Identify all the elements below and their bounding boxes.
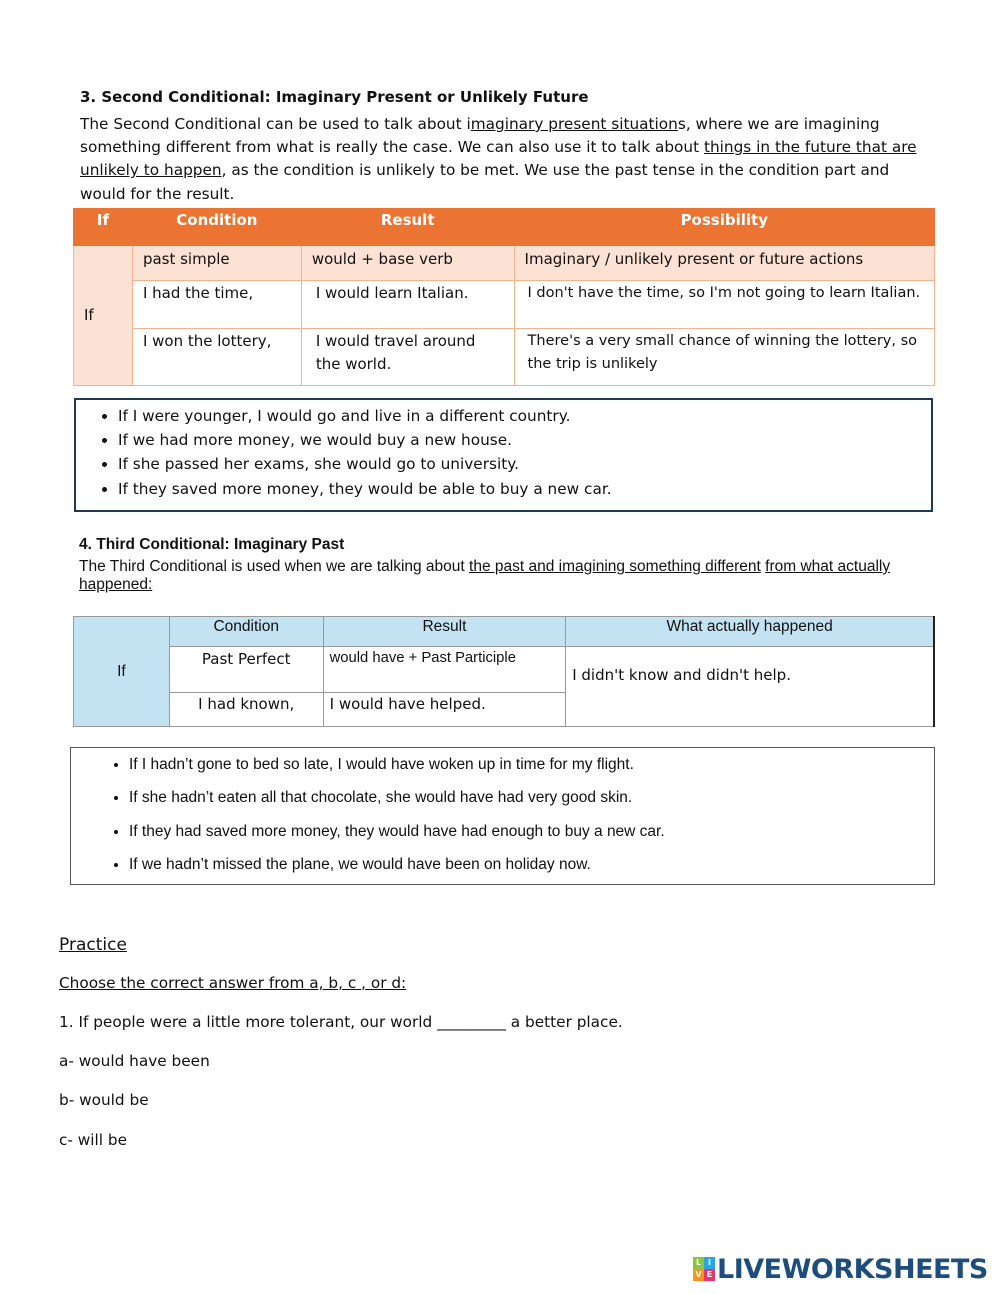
option-a[interactable]: a- would have been	[59, 1052, 210, 1070]
table-cell: I had known,	[169, 693, 323, 727]
table-header: Condition	[169, 617, 323, 647]
option-b[interactable]: b- would be	[59, 1091, 149, 1109]
para-text: , as the condition is unlikely to be met. We use the past tense in the condition part and would for the result.	[80, 161, 890, 203]
table-header: Condition	[132, 209, 301, 246]
if-cell: If	[74, 246, 133, 386]
table-cell: would + base verb	[301, 246, 514, 281]
option-c[interactable]: c- will be	[59, 1131, 128, 1149]
practice-title: Practice	[59, 935, 127, 955]
list-item: • If she passed her exams, she would go to university.	[118, 452, 931, 476]
list-item: • If they saved more money, they would be able to buy a new car.	[118, 477, 931, 501]
liveworksheets-logo	[693, 1254, 988, 1284]
table-cell: I would learn Italian.	[301, 281, 514, 329]
table-header: If	[74, 209, 133, 246]
para-underline: from what actually happened:	[79, 558, 891, 593]
para-text: The Third Conditional is used when we are talking about	[79, 558, 470, 575]
question-1: 1. If people were a little more tolerant, our world _________ a better place.	[59, 1013, 623, 1031]
if-cell: If	[74, 617, 170, 727]
logo-mark-icon: L I V E	[693, 1257, 715, 1281]
table-header: Possibility	[514, 209, 934, 246]
table-cell: I didn't know and didn't help.	[566, 647, 934, 727]
practice-instruction: Choose the correct answer from a, b, c , or d:	[59, 974, 407, 992]
section3-paragraph	[80, 113, 930, 206]
table-cell: Imaginary / unlikely present or future actions	[514, 246, 934, 281]
second-conditional-examples	[74, 398, 933, 512]
list-item: • If we hadn’t missed the plane, we would have been on holiday now.	[129, 848, 934, 881]
para-underline: things in the future that are unlikely to happen	[80, 138, 917, 180]
section3-heading: 3. Second Conditional: Imaginary Present or Unlikely Future	[80, 88, 589, 106]
list-item: • If she hadn’t eaten all that chocolate, she would have had very good skin.	[129, 781, 934, 814]
para-underline: the past and imagining something different	[469, 558, 761, 575]
list-item: • If I hadn’t gone to bed so late, I would have woken up in time for my flight.	[129, 748, 934, 781]
list-item: • If they had saved more money, they would have had enough to buy a new car.	[129, 815, 934, 848]
table-cell: There's a very small chance of winning the lottery, so the trip is unlikely	[514, 329, 934, 386]
para-text: The Second Conditional can be used to talk about i	[80, 115, 471, 133]
table-cell: I would travel around the world.	[301, 329, 514, 386]
list-item: • If I were younger, I would go and live in a different country.	[118, 404, 931, 428]
para-text: s, where we are imagining something different from what is really the case. We can also use it to talk about	[80, 115, 880, 157]
third-conditional-examples	[70, 747, 935, 885]
table-cell: past simple	[132, 246, 301, 281]
table-header: Result	[323, 617, 566, 647]
table-cell: I won the lottery,	[132, 329, 301, 386]
list-item: • If we had more money, we would buy a new house.	[118, 428, 931, 452]
logo-text: LIVEWORKSHEETS	[717, 1253, 988, 1285]
table-cell: would have + Past Participle	[323, 647, 566, 693]
table-cell: I don't have the time, so I'm not going to learn Italian.	[514, 281, 934, 329]
table-cell: I had the time,	[132, 281, 301, 329]
section4-paragraph	[79, 558, 929, 594]
table-header: Result	[301, 209, 514, 246]
table-header: What actually happened	[566, 617, 934, 647]
table-cell: I would have helped.	[323, 693, 566, 727]
third-conditional-table	[73, 616, 935, 727]
para-underline: maginary present situation	[470, 115, 678, 133]
section4-heading: 4. Third Conditional: Imaginary Past	[79, 536, 345, 553]
table-cell: Past Perfect	[169, 647, 323, 693]
second-conditional-table	[73, 208, 935, 386]
